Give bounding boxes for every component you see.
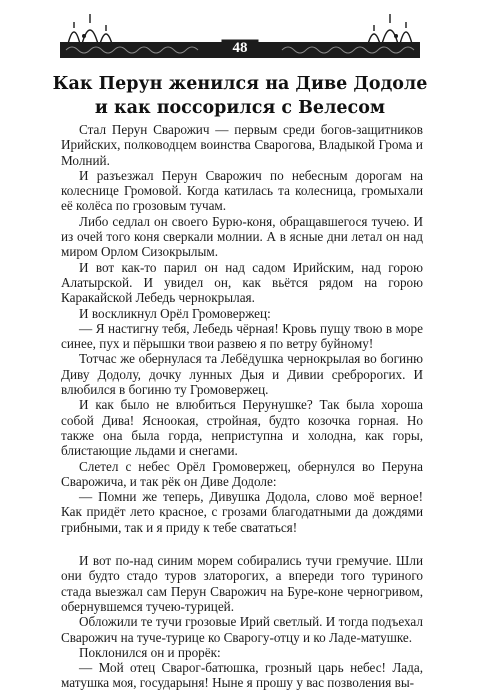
paragraph: — Мой отец Сварог-батюшка, грозный царь небес! Лада, матушка моя, государыня! Ныне я прошу у вас позволения вы-	[61, 660, 423, 691]
chapter-title-line: и как поссорился с Велесом	[94, 98, 386, 118]
section-gap	[61, 535, 423, 553]
paragraph: Тотчас же обернулася та Лебёдушка чернокрылая во богиню Диву Додолу, дочку лунных Дыя и Дивии сребророгих. И влюбился в богиню ту Громовержец.	[61, 351, 423, 398]
paragraph: И воскликнул Орёл Громовержец:	[79, 305, 271, 321]
paragraph: Обложили те тучи грозовые Ирий светлый. И тогда подъехал Сварожич на туче-турице ко Сварогу-отцу и ко Ладе-матушке.	[61, 614, 423, 645]
paragraph: И вот как-то парил он над садом Ирийским, над горою Алатырской. И увидел он, как вьётся рядом на горою Каракайской Лебедь чернокрылая.	[61, 259, 423, 306]
paragraph: Стал Перун Сварожич — первым среди богов-защитников Ирийских, полководцем воинства Сварогова, Владыкой Грома и Молний.	[61, 122, 423, 168]
paragraph: И разъезжал Перун Сварожич по небесным дорогам на колеснице Громовой. Когда катилась та колесница, громыхали её колёса по грозовым тучам.	[61, 167, 423, 214]
paragraph: — Я настигну тебя, Лебедь чёрная! Кровь пущу твою в море синее, пух и пёрышки твои развею я по ветру буйному!	[61, 320, 423, 352]
chapter-title-line: Как Перун женился на Диве Додоле	[52, 74, 428, 94]
paragraph: — Помни же теперь, Дивушка Додола, слово моё верное! Как придёт лето красное, с грозами благодатными да дождями грибными, так и я приду к тебе свататься!	[61, 489, 423, 535]
page-header	[60, 14, 420, 58]
body-text	[61, 122, 423, 691]
paragraph: И как было не влюбиться Перунушке? Так была хороша собой Дива! Ясноокая, стройная, будто козочка горная. Но также она была горда, неприступна и холодна, как горы, блистающие льдами и снегами.	[61, 397, 423, 459]
page-number: 48	[232, 40, 248, 56]
paragraph: Либо седлал он своего Бурю-коня, обращавшегося тучею. И из очей того коня сверкали молнии. А в ясные дни летал он над миром Орлом Сизокрылым.	[61, 213, 423, 260]
paragraph: И вот по-над синим морем собирались тучи гремучие. Шли они будто стадо туров златорогих, а впереди того туриного стада выезжал сам Перун Сварожич на Буре-коне черногривом, обернувшемся тучею-турицей.	[61, 553, 423, 614]
paragraph: Поклонился он и прорёк:	[79, 644, 221, 660]
chapter-title	[40, 72, 440, 120]
paragraph: Слетел с небес Орёл Громовержец, обернулся во Перуна Сварожича, и так рёк он Диве Додоле:	[61, 458, 423, 489]
